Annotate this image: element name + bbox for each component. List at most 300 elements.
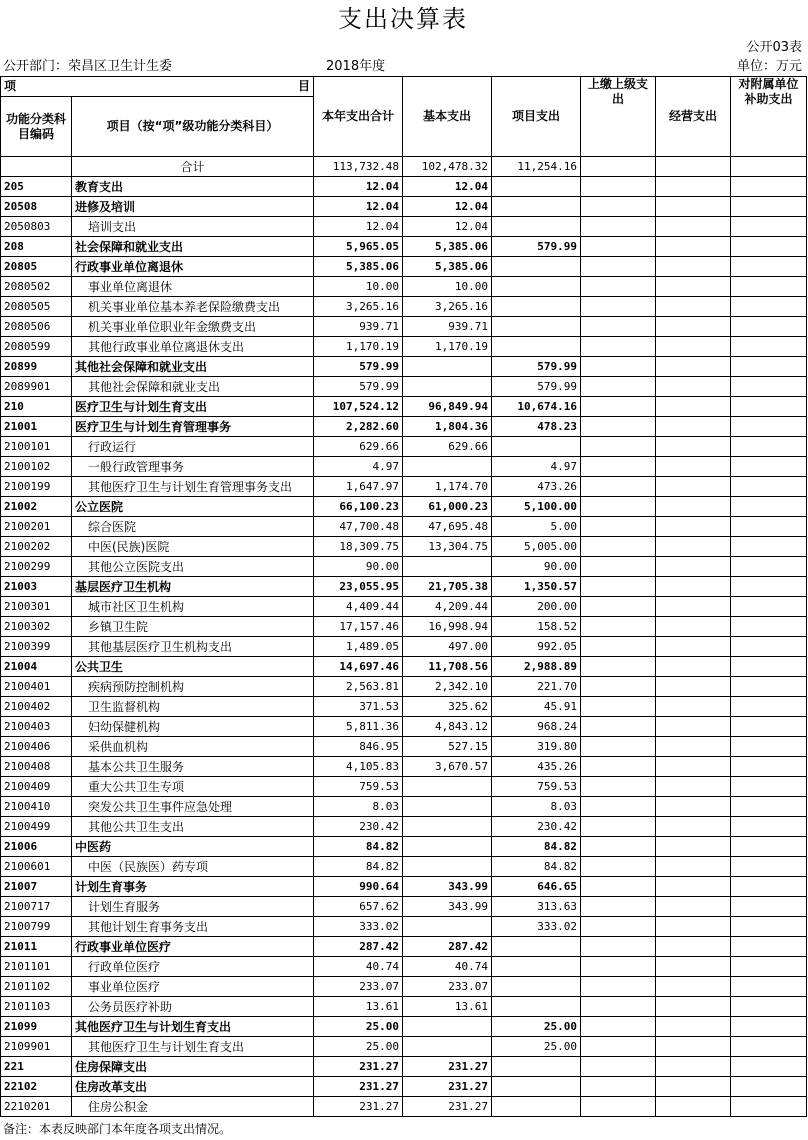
row-subsidy: [731, 957, 807, 977]
row-code: 2100410: [1, 797, 72, 817]
row-project: [492, 257, 581, 277]
row-project: 313.63: [492, 897, 581, 917]
row-upper: [581, 457, 656, 477]
row-basic: 325.62: [403, 697, 492, 717]
row-total: 579.99: [314, 377, 403, 397]
row-code: 2100406: [1, 737, 72, 757]
row-total: 287.42: [314, 937, 403, 957]
row-basic: 343.99: [403, 877, 492, 897]
row-business: [656, 697, 731, 717]
row-name: 综合医院: [72, 517, 314, 537]
row-name: 卫生监督机构: [72, 697, 314, 717]
row-subsidy: [731, 417, 807, 437]
row-business: [656, 537, 731, 557]
row-name: 公立医院: [72, 497, 314, 517]
row-subsidy: [731, 1037, 807, 1057]
row-subsidy: [731, 497, 807, 517]
row-subsidy: [731, 777, 807, 797]
row-total: 5,811.36: [314, 717, 403, 737]
row-name: 妇幼保健机构: [72, 717, 314, 737]
row-code: 21003: [1, 577, 72, 597]
header-code: 功能分类科目编码: [1, 97, 72, 157]
row-upper: [581, 997, 656, 1017]
row-total: 579.99: [314, 357, 403, 377]
row-total: 17,157.46: [314, 617, 403, 637]
table-row: [1, 577, 807, 597]
row-basic: 939.71: [403, 317, 492, 337]
row-name: 机关事业单位职业年金缴费支出: [72, 317, 314, 337]
row-total: 233.07: [314, 977, 403, 997]
row-total: 371.53: [314, 697, 403, 717]
row-basic: [403, 837, 492, 857]
department-label: 公开部门：荣昌区卫生计生委: [3, 59, 173, 74]
row-subsidy: [731, 677, 807, 697]
row-upper: [581, 657, 656, 677]
row-code: 2100102: [1, 457, 72, 477]
row-total: 1,170.19: [314, 337, 403, 357]
row-total: 231.27: [314, 1057, 403, 1077]
row-code: 21007: [1, 877, 72, 897]
row-business: [656, 897, 731, 917]
row-total: 12.04: [314, 197, 403, 217]
row-basic: 12.04: [403, 217, 492, 237]
row-code: 2210201: [1, 1097, 72, 1117]
row-upper: [581, 857, 656, 877]
row-upper: [581, 777, 656, 797]
row-code: 2100403: [1, 717, 72, 737]
row-code: 20508: [1, 197, 72, 217]
row-basic: [403, 557, 492, 577]
row-total: 1,489.05: [314, 637, 403, 657]
form-number: 公开03表: [746, 40, 802, 55]
row-subsidy: [731, 177, 807, 197]
row-code: 2100201: [1, 517, 72, 537]
row-basic: [403, 357, 492, 377]
table-row: [1, 197, 807, 217]
row-project: [492, 297, 581, 317]
row-name: 基本公共卫生服务: [72, 757, 314, 777]
row-total: 333.02: [314, 917, 403, 937]
row-basic: 13.61: [403, 997, 492, 1017]
row-code: 2100408: [1, 757, 72, 777]
row-project: 579.99: [492, 237, 581, 257]
row-business: [656, 1097, 731, 1117]
row-basic: 102,478.32: [403, 157, 492, 177]
row-business: [656, 217, 731, 237]
expenditure-table: [0, 76, 807, 1117]
row-total: 84.82: [314, 857, 403, 877]
row-code: 2101101: [1, 957, 72, 977]
row-business: [656, 717, 731, 737]
row-upper: [581, 1037, 656, 1057]
row-subsidy: [731, 737, 807, 757]
row-basic: [403, 1037, 492, 1057]
row-project: 5.00: [492, 517, 581, 537]
row-name: 一般行政管理事务: [72, 457, 314, 477]
row-name: 社会保障和就业支出: [72, 237, 314, 257]
row-name: 其他医疗卫生与计划生育支出: [72, 1037, 314, 1057]
row-basic: 47,695.48: [403, 517, 492, 537]
row-upper: [581, 717, 656, 737]
table-row: [1, 337, 807, 357]
table-row: [1, 1097, 807, 1117]
row-business: [656, 157, 731, 177]
table-row: [1, 897, 807, 917]
row-code: 221: [1, 1057, 72, 1077]
table-row: [1, 497, 807, 517]
row-project: [492, 217, 581, 237]
row-total: 939.71: [314, 317, 403, 337]
row-name: 进修及培训: [72, 197, 314, 217]
row-upper: [581, 617, 656, 637]
row-name: 其他社会保障和就业支出: [72, 357, 314, 377]
year-label: 2018年度: [326, 59, 386, 74]
row-business: [656, 437, 731, 457]
table-row: [1, 877, 807, 897]
row-upper: [581, 537, 656, 557]
row-business: [656, 397, 731, 417]
row-code: 21099: [1, 1017, 72, 1037]
row-subsidy: [731, 1017, 807, 1037]
row-total: 657.62: [314, 897, 403, 917]
row-code: 2100799: [1, 917, 72, 937]
table-row: [1, 437, 807, 457]
row-code: 2100101: [1, 437, 72, 457]
row-code: 2089901: [1, 377, 72, 397]
meta-line: [0, 57, 806, 76]
table-row: [1, 1057, 807, 1077]
row-business: [656, 377, 731, 397]
row-name: 其他社会保障和就业支出: [72, 377, 314, 397]
row-subsidy: [731, 757, 807, 777]
row-basic: 4,843.12: [403, 717, 492, 737]
header-total: 本年支出合计: [314, 77, 403, 157]
row-name: 中医（民族医）药专项: [72, 857, 314, 877]
row-upper: [581, 917, 656, 937]
row-subsidy: [731, 937, 807, 957]
row-name: 事业单位离退休: [72, 277, 314, 297]
row-subsidy: [731, 317, 807, 337]
row-code: 2101102: [1, 977, 72, 997]
row-total: 40.74: [314, 957, 403, 977]
row-name: 行政单位医疗: [72, 957, 314, 977]
table-row: [1, 177, 807, 197]
row-total: 12.04: [314, 177, 403, 197]
row-basic: 1,804.36: [403, 417, 492, 437]
table-row: [1, 717, 807, 737]
row-business: [656, 957, 731, 977]
row-name: 机关事业单位基本养老保险缴费支出: [72, 297, 314, 317]
row-code: 2109901: [1, 1037, 72, 1057]
row-upper: [581, 877, 656, 897]
row-upper: [581, 177, 656, 197]
row-total: 25.00: [314, 1037, 403, 1057]
table-row: [1, 477, 807, 497]
row-total: 8.03: [314, 797, 403, 817]
row-business: [656, 937, 731, 957]
table-row: [1, 217, 807, 237]
row-upper: [581, 597, 656, 617]
table-row: [1, 1037, 807, 1057]
row-code: 22102: [1, 1077, 72, 1097]
row-project: [492, 197, 581, 217]
row-business: [656, 1077, 731, 1097]
row-business: [656, 677, 731, 697]
row-upper: [581, 497, 656, 517]
row-subsidy: [731, 917, 807, 937]
row-business: [656, 1057, 731, 1077]
row-subsidy: [731, 537, 807, 557]
row-upper: [581, 157, 656, 177]
table-body: [1, 157, 807, 1117]
row-upper: [581, 557, 656, 577]
row-project: 84.82: [492, 857, 581, 877]
row-subsidy: [731, 897, 807, 917]
row-code: 2100402: [1, 697, 72, 717]
row-basic: 527.15: [403, 737, 492, 757]
header-project: 项目支出: [492, 77, 581, 157]
row-name: 基层医疗卫生机构: [72, 577, 314, 597]
row-project: [492, 937, 581, 957]
row-business: [656, 357, 731, 377]
row-code: 2100717: [1, 897, 72, 917]
row-business: [656, 977, 731, 997]
row-code: 2080505: [1, 297, 72, 317]
table-row: [1, 757, 807, 777]
row-basic: 1,174.70: [403, 477, 492, 497]
row-code: 2100302: [1, 617, 72, 637]
row-project: [492, 997, 581, 1017]
row-name: 公共卫生: [72, 657, 314, 677]
table-row: [1, 537, 807, 557]
row-project: 8.03: [492, 797, 581, 817]
row-subsidy: [731, 977, 807, 997]
row-business: [656, 297, 731, 317]
row-subsidy: [731, 437, 807, 457]
row-upper: [581, 397, 656, 417]
row-code: 2080506: [1, 317, 72, 337]
row-basic: [403, 377, 492, 397]
row-business: [656, 1017, 731, 1037]
row-code: 2100401: [1, 677, 72, 697]
table-row: [1, 397, 807, 417]
row-name: 合计: [72, 157, 314, 177]
row-upper: [581, 197, 656, 217]
table-row: [1, 637, 807, 657]
row-subsidy: [731, 857, 807, 877]
row-upper: [581, 417, 656, 437]
row-total: 13.61: [314, 997, 403, 1017]
row-upper: [581, 357, 656, 377]
row-project: 25.00: [492, 1037, 581, 1057]
row-subsidy: [731, 237, 807, 257]
row-basic: 21,705.38: [403, 577, 492, 597]
table-row: [1, 617, 807, 637]
row-upper: [581, 437, 656, 457]
row-basic: 629.66: [403, 437, 492, 457]
row-basic: 231.27: [403, 1097, 492, 1117]
table-row: [1, 317, 807, 337]
row-business: [656, 497, 731, 517]
row-basic: 40.74: [403, 957, 492, 977]
row-project: 11,254.16: [492, 157, 581, 177]
row-code: 20805: [1, 257, 72, 277]
row-basic: 16,998.94: [403, 617, 492, 637]
table-row: [1, 517, 807, 537]
row-upper: [581, 737, 656, 757]
row-basic: [403, 777, 492, 797]
row-basic: 3,265.16: [403, 297, 492, 317]
row-basic: [403, 917, 492, 937]
form-number-line: [0, 38, 806, 57]
row-name: 教育支出: [72, 177, 314, 197]
row-name: 其他基层医疗卫生机构支出: [72, 637, 314, 657]
table-row: [1, 997, 807, 1017]
row-project: 333.02: [492, 917, 581, 937]
header-subsidy: 对附属单位补助支出: [731, 77, 807, 157]
row-upper: [581, 217, 656, 237]
row-total: 4,105.83: [314, 757, 403, 777]
row-basic: 11,708.56: [403, 657, 492, 677]
row-total: 2,563.81: [314, 677, 403, 697]
row-basic: 497.00: [403, 637, 492, 657]
row-total: 629.66: [314, 437, 403, 457]
row-subsidy: [731, 397, 807, 417]
row-project: 579.99: [492, 357, 581, 377]
row-basic: 13,304.75: [403, 537, 492, 557]
row-business: [656, 997, 731, 1017]
row-code: 2101103: [1, 997, 72, 1017]
row-name: 其他公立医院支出: [72, 557, 314, 577]
page-title: 支出决算表: [338, 5, 468, 33]
row-business: [656, 637, 731, 657]
table-row: [1, 697, 807, 717]
row-project: 200.00: [492, 597, 581, 617]
row-code: 2050803: [1, 217, 72, 237]
row-name: 采供血机构: [72, 737, 314, 757]
row-upper: [581, 637, 656, 657]
row-business: [656, 797, 731, 817]
row-business: [656, 857, 731, 877]
row-subsidy: [731, 997, 807, 1017]
row-basic: 231.27: [403, 1057, 492, 1077]
row-business: [656, 277, 731, 297]
row-name: 突发公共卫生事件应急处理: [72, 797, 314, 817]
row-subsidy: [731, 517, 807, 537]
row-subsidy: [731, 557, 807, 577]
table-row: [1, 357, 807, 377]
row-total: 230.42: [314, 817, 403, 837]
row-subsidy: [731, 1097, 807, 1117]
table-row: [1, 297, 807, 317]
row-project: 230.42: [492, 817, 581, 837]
row-name: 住房改革支出: [72, 1077, 314, 1097]
row-project: 10,674.16: [492, 397, 581, 417]
row-subsidy: [731, 217, 807, 237]
row-total: 4,409.44: [314, 597, 403, 617]
row-subsidy: [731, 697, 807, 717]
row-total: 66,100.23: [314, 497, 403, 517]
row-project: 579.99: [492, 377, 581, 397]
row-total: 107,524.12: [314, 397, 403, 417]
row-project: [492, 437, 581, 457]
row-business: [656, 317, 731, 337]
row-subsidy: [731, 637, 807, 657]
row-business: [656, 777, 731, 797]
table-row: [1, 957, 807, 977]
row-business: [656, 757, 731, 777]
row-name: 医疗卫生与计划生育管理事务: [72, 417, 314, 437]
table-row: [1, 457, 807, 477]
row-business: [656, 457, 731, 477]
row-name: 乡镇卫生院: [72, 617, 314, 637]
row-upper: [581, 817, 656, 837]
row-business: [656, 417, 731, 437]
row-business: [656, 237, 731, 257]
header-basic: 基本支出: [403, 77, 492, 157]
row-total: 5,385.06: [314, 257, 403, 277]
row-upper: [581, 337, 656, 357]
table-row: [1, 257, 807, 277]
row-project: [492, 177, 581, 197]
row-code: 2100301: [1, 597, 72, 617]
row-subsidy: [731, 657, 807, 677]
row-project: 84.82: [492, 837, 581, 857]
row-basic: [403, 817, 492, 837]
row-upper: [581, 677, 656, 697]
row-basic: 1,170.19: [403, 337, 492, 357]
row-code: 2100202: [1, 537, 72, 557]
row-basic: [403, 797, 492, 817]
row-basic: 233.07: [403, 977, 492, 997]
row-code: 20899: [1, 357, 72, 377]
row-total: 25.00: [314, 1017, 403, 1037]
row-code: 21011: [1, 937, 72, 957]
row-code: 2080599: [1, 337, 72, 357]
row-basic: 287.42: [403, 937, 492, 957]
row-basic: 12.04: [403, 177, 492, 197]
row-project: [492, 957, 581, 977]
row-basic: 3,670.57: [403, 757, 492, 777]
row-project: 646.65: [492, 877, 581, 897]
row-subsidy: [731, 797, 807, 817]
row-subsidy: [731, 837, 807, 857]
row-upper: [581, 237, 656, 257]
row-subsidy: [731, 157, 807, 177]
table-row: [1, 817, 807, 837]
table-row: [1, 737, 807, 757]
row-basic: [403, 857, 492, 877]
table-row: [1, 1077, 807, 1097]
row-code: 21002: [1, 497, 72, 517]
row-total: 90.00: [314, 557, 403, 577]
table-row: [1, 417, 807, 437]
row-upper: [581, 937, 656, 957]
row-name: 医疗卫生与计划生育支出: [72, 397, 314, 417]
row-name: 其他行政事业单位离退休支出: [72, 337, 314, 357]
row-business: [656, 597, 731, 617]
row-upper: [581, 1057, 656, 1077]
table-row: [1, 1017, 807, 1037]
row-name: 行政运行: [72, 437, 314, 457]
row-total: 18,309.75: [314, 537, 403, 557]
header-mu: 目: [297, 79, 310, 93]
row-project: [492, 277, 581, 297]
row-total: 231.27: [314, 1097, 403, 1117]
row-upper: [581, 1077, 656, 1097]
table-row: [1, 277, 807, 297]
row-business: [656, 1037, 731, 1057]
